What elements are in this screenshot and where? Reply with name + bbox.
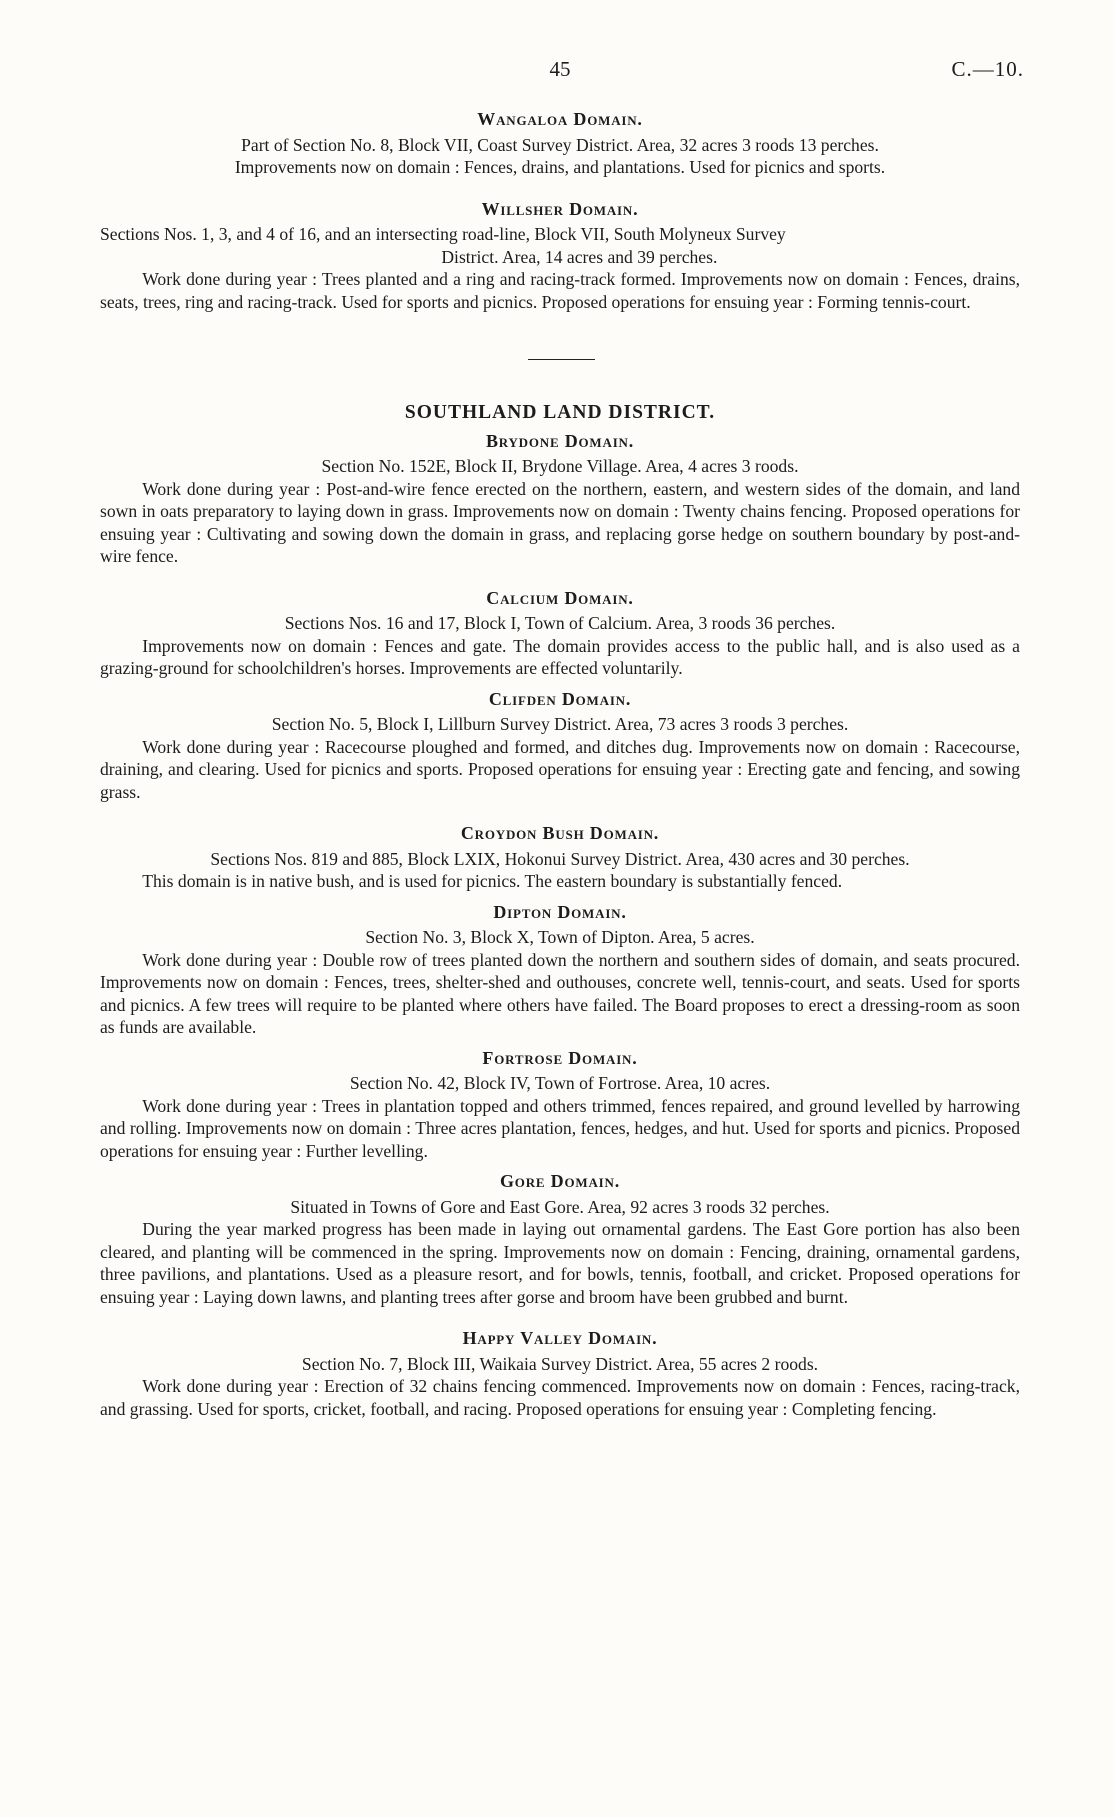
- document-page: [100, 0, 1024, 1817]
- domain-title: Willsher Domain.: [481, 198, 639, 219]
- wangaloa-domain-section: [100, 108, 1020, 179]
- domain-improvements-paragraph: Improvements now on domain : Fences and gate. The domain provides access to the public hall, and is also used as a grazing-ground for schoolchildren's horses. Improvements are effected voluntarily.: [100, 635, 1020, 678]
- page-body: [100, 108, 1020, 1420]
- domain-work-paragraph: Work done during year : Erection of 32 chains fencing commenced. Improvements now on domain : Fences, racing-track, and grassing. Used for sports, cricket, football, and racing. Proposed operations for ensuing year : Completing fencing.: [100, 1376, 1020, 1419]
- domain-title: Dipton Domain.: [493, 901, 627, 922]
- domain-location: Section No. 152E, Block II, Brydone Village. Area, 4 acres 3 roods.: [321, 456, 799, 476]
- domain-title: Croydon Bush Domain.: [460, 823, 660, 843]
- fortrose-domain-section: [100, 1047, 1020, 1163]
- brydone-domain-section: [100, 430, 1020, 568]
- domain-location-line2: District. Area, 14 acres and 39 perches.: [441, 246, 718, 267]
- domain-work-paragraph: Work done during year : Racecourse ploughed and formed, and ditches dug. Improvements now on domain : Racecourse, draining, and clearing. Used for picnics and sports. Proposed operations for ensuing year : Erecting gate and fencing, and sowing grass.: [100, 736, 1020, 802]
- domain-work-paragraph: Work done during year : Trees planted and a ring and racing-track formed. Improvements now on domain : Fences, drains, seats, trees, ring and racing-track. Used for sports and picnics. Proposed operations for ensuing year : Forming tennis-court.: [100, 269, 1020, 312]
- document-reference: C.—10.: [951, 57, 1024, 81]
- domain-title: Brydone Domain.: [485, 430, 635, 451]
- calcium-domain-section: [100, 587, 1020, 680]
- page-header: [100, 57, 1024, 87]
- domain-progress-paragraph: During the year marked progress has been made in laying out ornamental gardens. The East Gore portion has also been cleared, and planting will be commenced in the spring. Improvements now on domain : Fencing, draining, ornamental gardens, three pavilions, and plantations. Used as a pleasure resort, and for bowls, tennis, football, and cricket. Proposed operations for ensuing year : Laying down lawns, and planting trees after gorse and broom have been grubbed and burnt.: [100, 1219, 1020, 1307]
- domain-location: Section No. 5, Block I, Lillburn Survey District. Area, 73 acres 3 roods 3 perches.: [271, 714, 849, 734]
- domain-title: Fortrose Domain.: [482, 1047, 638, 1068]
- domain-location: Part of Section No. 8, Block VII, Coast Survey District. Area, 32 acres 3 roods 13 perches.: [241, 134, 879, 155]
- domain-title: Clifden Domain.: [488, 688, 632, 709]
- domain-title: Gore Domain.: [500, 1171, 620, 1191]
- domain-work-paragraph: Work done during year : Double row of trees planted down the northern and southern sides of domain, and seats procured. Improvements now on domain : Fences, trees, shelter-shed and outhouses, concrete well, tennis-court, and seats. Used for sports and picnics. A few trees will require to be planted where others have failed. The Board proposes to erect a dressing-room as soon as funds are available.: [100, 949, 1020, 1037]
- domain-location: Section No. 7, Block III, Waikaia Survey District. Area, 55 acres 2 roods.: [301, 1353, 819, 1374]
- district-heading: SOUTHLAND LAND DISTRICT.: [404, 402, 716, 423]
- happy-valley-domain-section: [100, 1327, 1020, 1420]
- page-number: 45: [549, 57, 571, 81]
- gore-domain-section: [100, 1170, 1020, 1308]
- domain-location: [100, 223, 1020, 268]
- domain-location: Sections Nos. 819 and 885, Block LXIX, Hokonui Survey District. Area, 430 acres and 30 perches.: [210, 848, 910, 869]
- domain-title: Wangaloa Domain.: [477, 109, 643, 129]
- section-divider: [100, 313, 1020, 381]
- domain-location: Situated in Towns of Gore and East Gore. Area, 92 acres 3 roods 32 perches.: [290, 1196, 830, 1217]
- domain-location: Section No. 42, Block IV, Town of Fortrose. Area, 10 acres.: [349, 1073, 771, 1093]
- domain-location-line1: Sections Nos. 1, 3, and 4 of 16, and an intersecting road-line, Block VII, South Molyneux Survey: [100, 224, 786, 244]
- domain-description-paragraph: This domain is in native bush, and is used for picnics. The eastern boundary is substantially fenced.: [142, 871, 843, 891]
- croydon-bush-domain-section: [100, 822, 1020, 893]
- domain-work-paragraph: Work done during year : Post-and-wire fence erected on the northern, eastern, and western sides of the domain, and land sown in oats preparatory to laying down in grass. Improvements now on domain : Twenty chains fencing. Proposed operations for ensuing year : Cultivating and sowing down the domain in grass, and replacing gorse hedge on southern boundary by post-and-wire fence.: [100, 478, 1020, 566]
- domain-location: Sections Nos. 16 and 17, Block I, Town of Calcium. Area, 3 roods 36 perches.: [284, 613, 836, 633]
- willsher-domain-section: [100, 198, 1020, 314]
- dipton-domain-section: [100, 901, 1020, 1039]
- domain-location: Section No. 3, Block X, Town of Dipton. Area, 5 acres.: [365, 927, 755, 947]
- clifden-domain-section: [100, 688, 1020, 804]
- domain-title: Happy Valley Domain.: [462, 1328, 658, 1348]
- domain-improvements: Improvements now on domain : Fences, drains, and plantations. Used for picnics and sports.: [234, 157, 886, 177]
- domain-title: Calcium Domain.: [486, 587, 634, 608]
- domain-work-paragraph: Work done during year : Trees in plantation topped and others trimmed, fences repaired, and ground levelled by harrowing and rolling. Improvements now on domain : Three acres plantation, fences, hedges, and hut. Used for sports and picnics. Proposed operations for ensuing year : Further levelling.: [100, 1095, 1020, 1161]
